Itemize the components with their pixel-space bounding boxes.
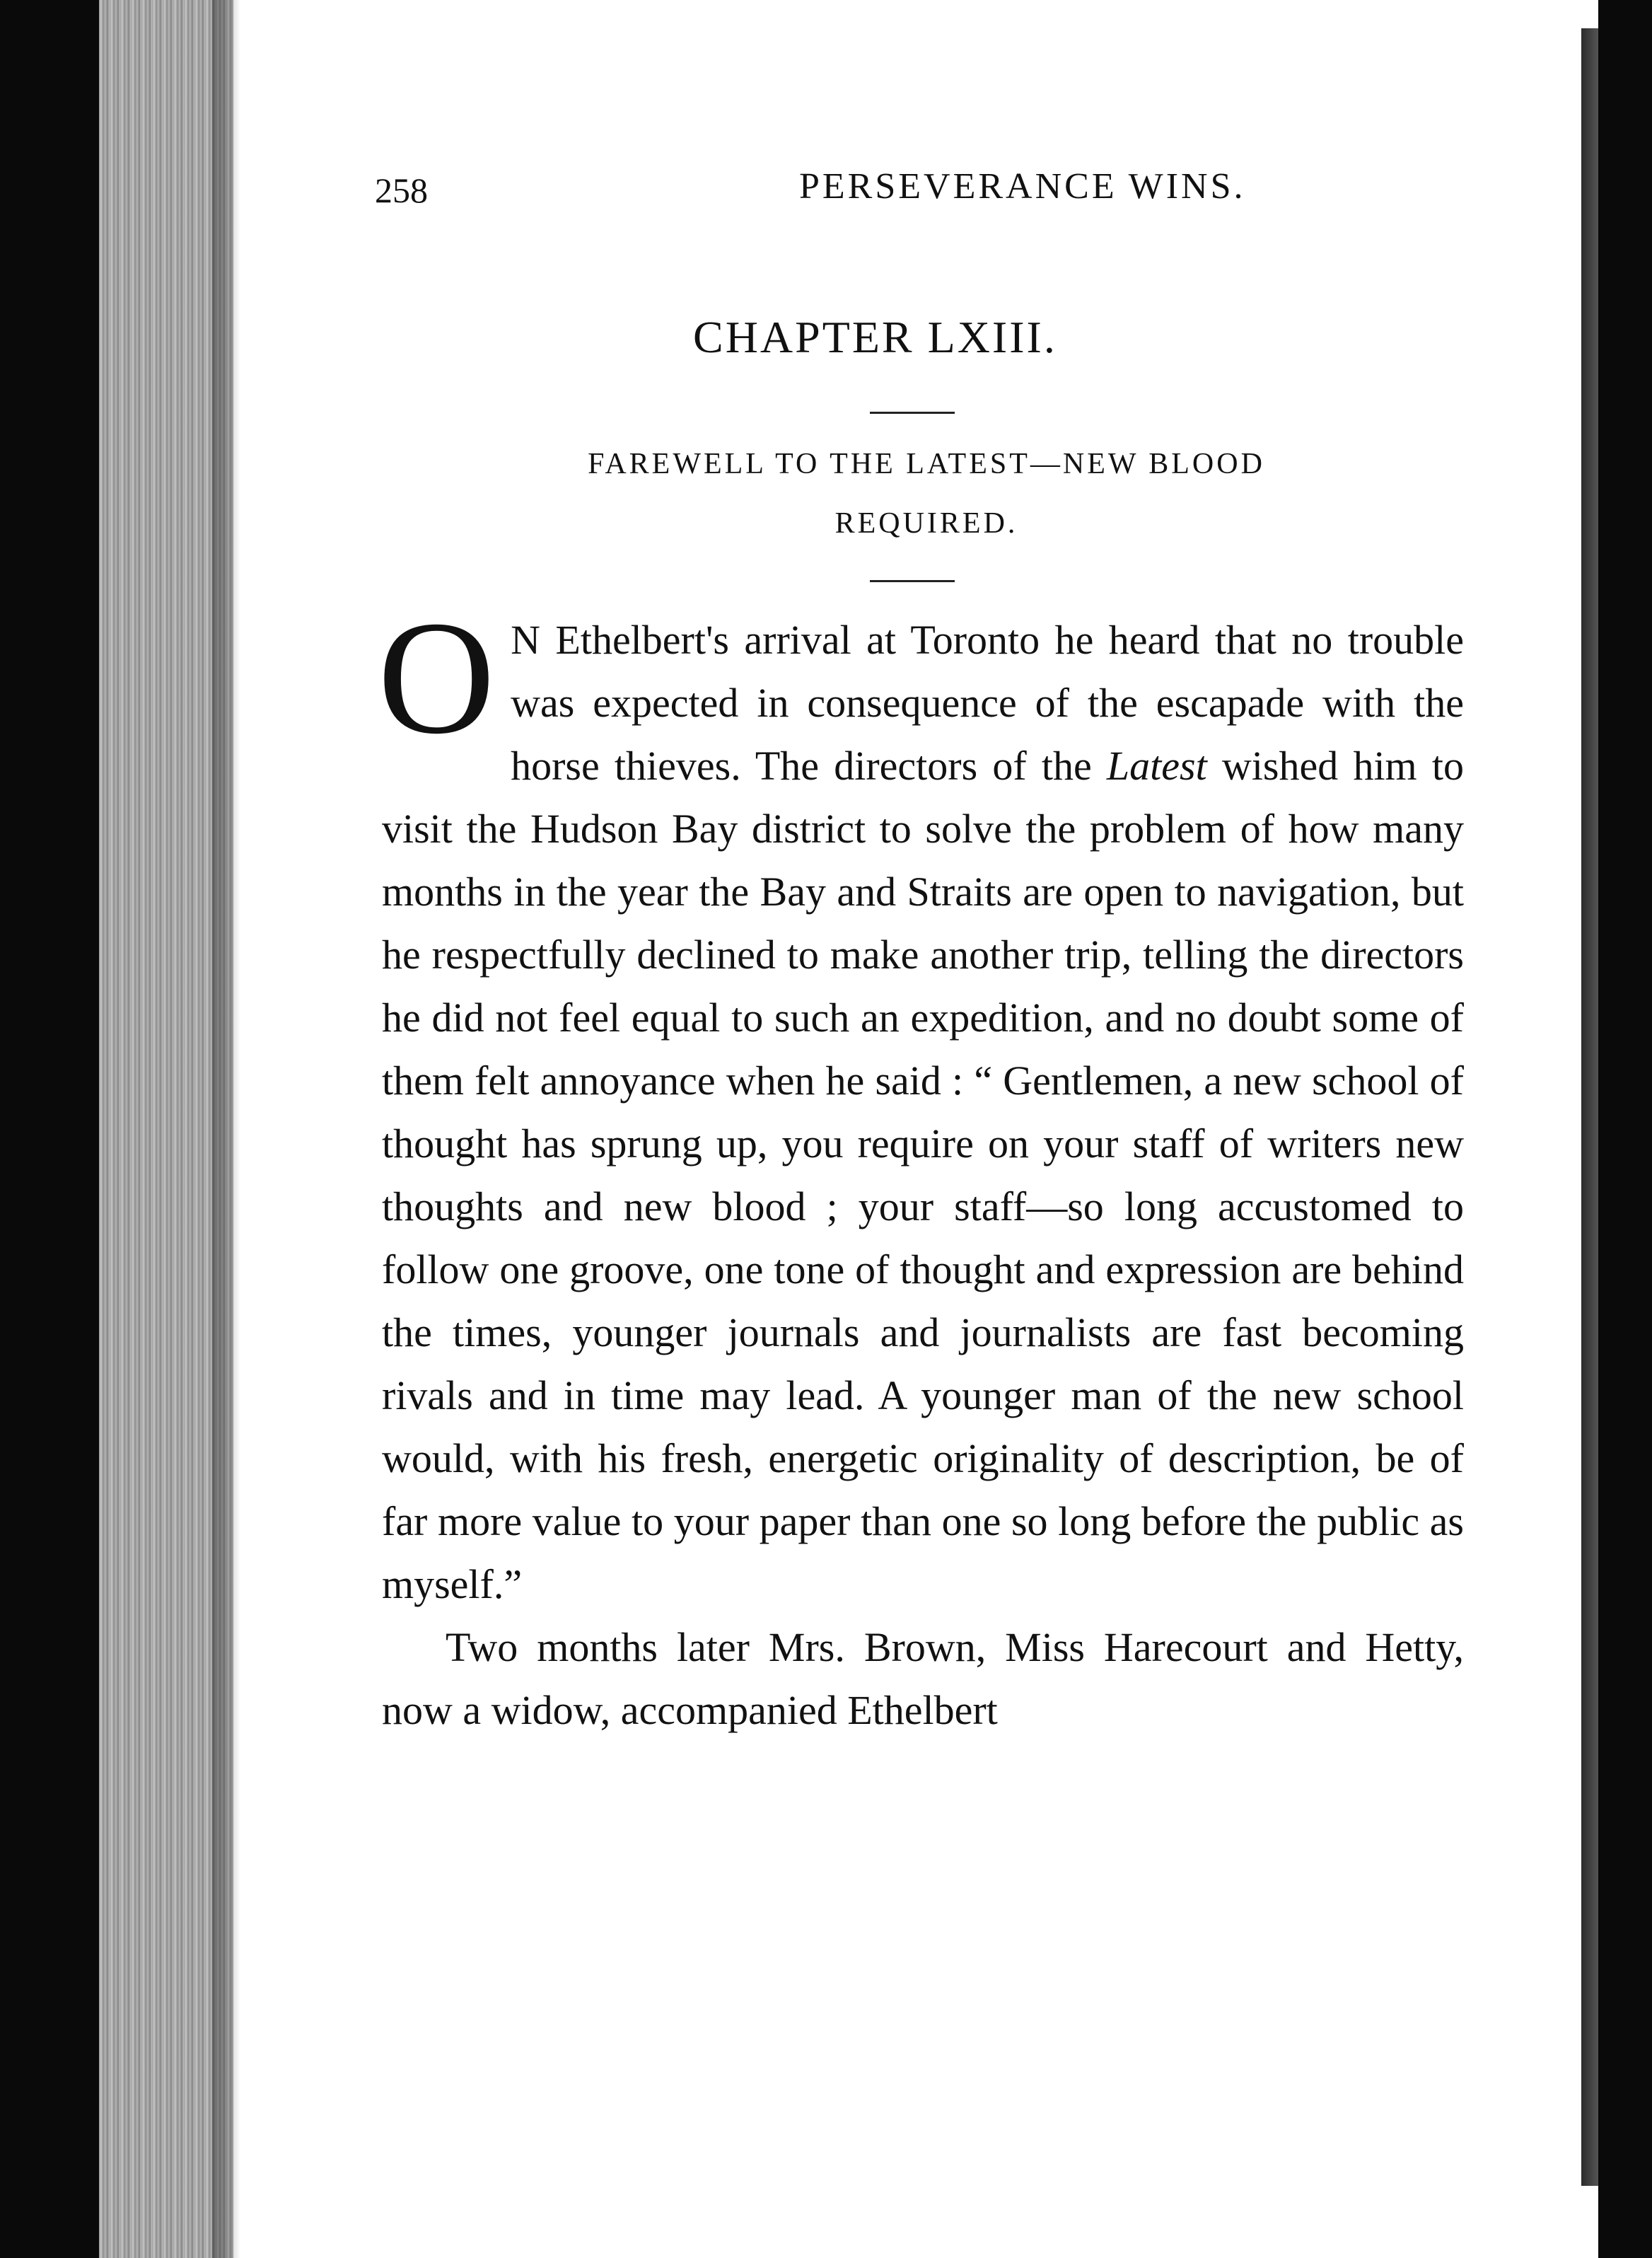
paragraph-2: Two months later Mrs. Brown, Miss Harecourt and Hetty, now a widow, accompanied Ethelbert [382, 1624, 1464, 1733]
chapter-title: CHAPTER LXIII. [693, 312, 1057, 362]
chapter-subtitle [431, 434, 1421, 553]
paragraph-1-text-b: wished him to visit the Hudson Bay district to solve the problem of how many months in the year the Bay and Straits are open to navigation, but he respectfully declined to make another trip, telling the directors he did not feel equal to such an expedition, and no doubt some of them felt annoyance when he said : “ Gentlemen, a new school of thought has sprung up, you require on your staff of writers new thoughts and new blood ; your staff—so long accustomed to follow one groove, one tone of thought and expression are behind the times, younger journals and journalists are fast becoming rivals and in time may lead. A younger man of the new school would, with his fresh, energetic originality of description, be of far more value to your paper than one so long before the public as myself.” [382, 743, 1464, 1607]
book-page [233, 0, 1581, 2258]
chapter-subtitle-line-1: FAREWELL TO THE LATEST—NEW BLOOD [588, 448, 1265, 480]
scanner-left-border [0, 0, 99, 2258]
newspaper-name: Latest [1106, 743, 1207, 789]
ornamental-rule-bottom [870, 580, 955, 582]
facing-page-edge [1581, 28, 1598, 2186]
page-number: 258 [375, 170, 428, 210]
scanner-right-border [1598, 0, 1652, 2258]
ornamental-rule-top [870, 412, 955, 414]
chapter-subtitle-line-2: REQUIRED. [834, 507, 1018, 540]
paragraph-1 [378, 587, 1464, 1616]
running-title: PERSEVERANCE WINS. [799, 166, 1246, 207]
paragraph-1-text-a: N Ethelbert's arrival at Toronto he heard that no trouble was expected in consequence of the escapade with the horse thieves. The directors of the [511, 617, 1464, 789]
running-head [375, 166, 1421, 219]
drop-cap: O [378, 587, 496, 768]
body-text [378, 587, 1464, 1742]
